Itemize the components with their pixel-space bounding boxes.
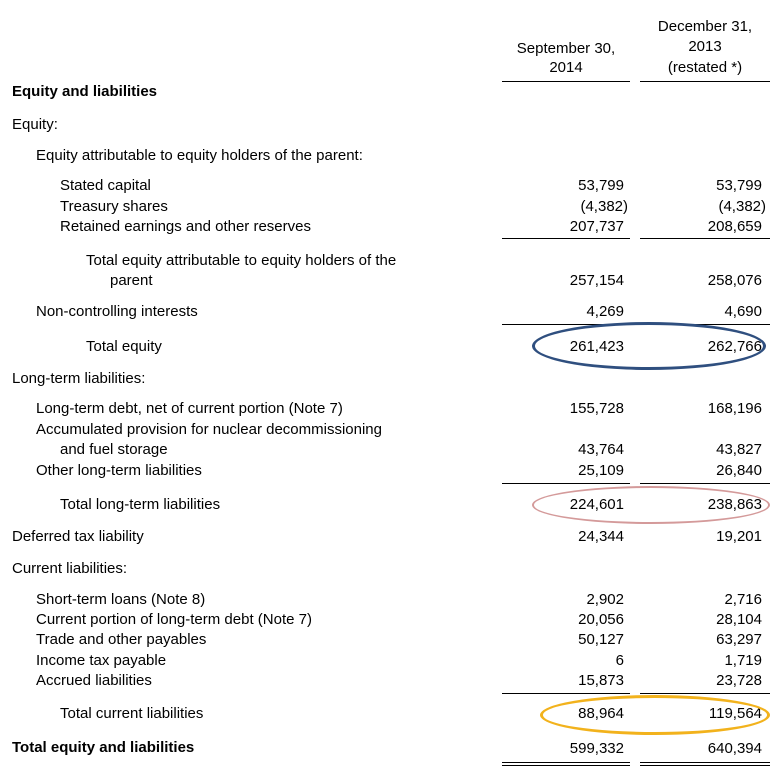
value-2014-retained-earnings: 207,737 xyxy=(569,218,624,235)
value-2014-other-long-term: 25,109 xyxy=(578,462,624,479)
value-2014-long-term-debt: 155,728 xyxy=(569,400,624,417)
row-label-total-current: Total current liabilities xyxy=(60,705,204,722)
value-2013-stated-capital: 53,799 xyxy=(716,177,762,194)
value-2013-nuclear-provision: 43,827 xyxy=(716,441,762,458)
value-2013-income-tax-payable: 1,719 xyxy=(724,652,762,669)
row-label-other-long-term: Other long-term liabilities xyxy=(36,462,202,479)
subtotal-rule-2013 xyxy=(640,238,770,239)
value-2014-nuclear-provision: 43,764 xyxy=(578,441,624,458)
heading-current-liabilities: Current liabilities: xyxy=(12,560,128,577)
row-label-total-long-term: Total long-term liabilities xyxy=(60,496,221,513)
row-label-current-portion-ltd: Current portion of long-term debt (Note 7) xyxy=(36,611,312,628)
value-2013-total-current: 119,564 xyxy=(708,705,762,722)
value-2013-retained-earnings: 208,659 xyxy=(707,218,762,235)
value-2014-current-portion-ltd: 20,056 xyxy=(578,611,624,628)
value-2014-total-long-term: 224,601 xyxy=(569,496,624,513)
value-2013-non-controlling-interests: 4,690 xyxy=(724,303,762,320)
value-2013-other-long-term: 26,840 xyxy=(716,462,762,479)
total-lt-rule-2013 xyxy=(640,483,770,484)
row-label-retained-earnings: Retained earnings and other reserves xyxy=(60,218,311,235)
heading-long-term-liabilities: Long-term liabilities: xyxy=(12,370,146,387)
value-2014-treasury-shares: (4,382) xyxy=(580,198,628,215)
row-label-nuclear-provision-line1: Accumulated provision for nuclear decommissioning xyxy=(36,421,382,438)
double-rule-top-2013 xyxy=(640,762,770,763)
heading-equity-and-liabilities: Equity and liabilities xyxy=(12,83,158,100)
total-lt-rule-2014 xyxy=(502,483,630,484)
highlight-total-equity-ellipse xyxy=(532,322,766,370)
row-label-non-controlling-interests: Non-controlling interests xyxy=(36,303,198,320)
row-label-income-tax-payable: Income tax payable xyxy=(36,652,167,669)
highlight-total-current-ellipse xyxy=(540,695,770,735)
value-2013-total-attributable: 258,076 xyxy=(707,272,762,289)
value-2014-accrued-liabilities: 15,873 xyxy=(578,672,624,689)
double-rule-bottom-2013 xyxy=(640,765,770,766)
double-rule-top-2014 xyxy=(502,762,630,763)
value-2013-accrued-liabilities: 23,728 xyxy=(716,672,762,689)
row-label-total-equity-and-liabilities: Total equity and liabilities xyxy=(12,739,195,756)
header-2013-line3: (restated *) xyxy=(667,59,743,76)
value-2014-short-term-loans: 2,902 xyxy=(586,591,624,608)
total-cl-rule-2014 xyxy=(502,693,630,694)
header-2014-line2: 2014 xyxy=(549,59,583,76)
row-label-deferred-tax: Deferred tax liability xyxy=(12,528,144,545)
value-2014-total-equity: 261,423 xyxy=(569,338,624,355)
header-underline-2014 xyxy=(502,81,630,82)
heading-equity-attributable: Equity attributable to equity holders of the parent: xyxy=(36,147,363,164)
row-label-treasury-shares: Treasury shares xyxy=(60,198,168,215)
heading-equity: Equity: xyxy=(12,116,58,133)
value-2013-current-portion-ltd: 28,104 xyxy=(716,611,762,628)
value-2013-short-term-loans: 2,716 xyxy=(724,591,762,608)
row-label-accrued-liabilities: Accrued liabilities xyxy=(36,672,152,689)
row-label-nuclear-provision-line2: and fuel storage xyxy=(60,441,168,458)
row-label-trade-payables: Trade and other payables xyxy=(36,631,207,648)
highlight-total-long-term-ellipse xyxy=(532,486,770,524)
value-2014-total-equity-and-liabilities: 599,332 xyxy=(569,740,624,757)
value-2014-trade-payables: 50,127 xyxy=(578,631,624,648)
subtotal-rule-2014 xyxy=(502,238,630,239)
value-2014-income-tax-payable: 6 xyxy=(615,652,624,669)
row-label-stated-capital: Stated capital xyxy=(60,177,151,194)
value-2013-deferred-tax: 19,201 xyxy=(716,528,762,545)
row-label-total-equity: Total equity xyxy=(86,338,162,355)
header-2014-line1: September 30, xyxy=(516,40,616,57)
row-label-total-attributable-line1: Total equity attributable to equity holders of the xyxy=(86,252,397,269)
header-underline-2013 xyxy=(640,81,770,82)
double-rule-bottom-2014 xyxy=(502,765,630,766)
total-cl-rule-2013 xyxy=(640,693,770,694)
value-2013-total-equity-and-liabilities: 640,394 xyxy=(707,740,762,757)
value-2014-deferred-tax: 24,344 xyxy=(578,528,624,545)
value-2013-trade-payables: 63,297 xyxy=(716,631,762,648)
value-2013-total-long-term: 238,863 xyxy=(707,496,762,513)
value-2014-non-controlling-interests: 4,269 xyxy=(586,303,624,320)
value-2013-total-equity: 262,766 xyxy=(707,338,762,355)
value-2013-long-term-debt: 168,196 xyxy=(707,400,762,417)
header-2013-line2: 2013 xyxy=(688,38,722,55)
value-2013-treasury-shares: (4,382) xyxy=(718,198,766,215)
value-2014-stated-capital: 53,799 xyxy=(578,177,624,194)
value-2014-total-current: 88,964 xyxy=(578,705,624,722)
row-label-long-term-debt: Long-term debt, net of current portion (Note 7) xyxy=(36,400,343,417)
header-2013-line1: December 31, xyxy=(657,18,753,35)
value-2014-total-attributable: 257,154 xyxy=(569,272,624,289)
row-label-short-term-loans: Short-term loans (Note 8) xyxy=(36,591,206,608)
row-label-total-attributable-line2: parent xyxy=(110,272,153,289)
